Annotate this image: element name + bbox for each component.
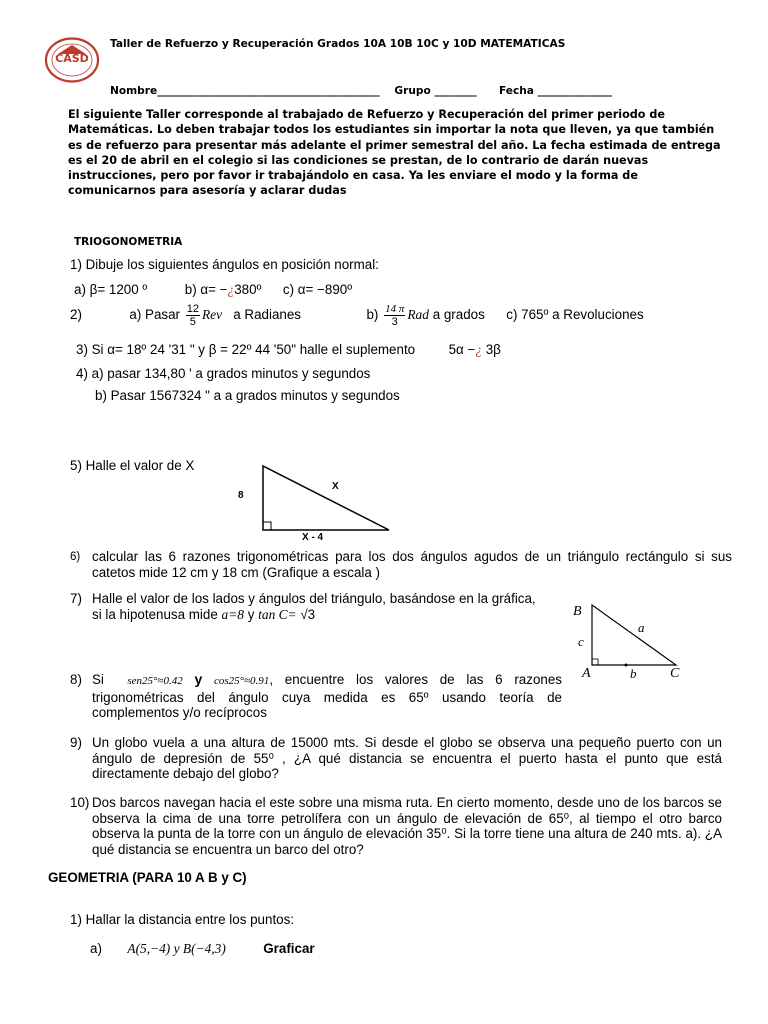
question-1: 1) Dibuje los siguientes ángulos en posición normal: bbox=[70, 257, 379, 272]
fecha-field[interactable]: ______________ bbox=[537, 85, 612, 97]
question-1-options bbox=[74, 282, 352, 298]
geo-points-expression: A(5,−4) y B(−4,3) bbox=[127, 941, 226, 956]
question-6-number: 6) bbox=[70, 551, 81, 563]
question-10: Dos barcos navegan hacia el este sobre una misma ruta. En cierto momento, desde uno de los barcos se observa la cima de una torre petrolífera con un ángulo de elevación de 65⁰, al tiempo el otro barco observa la punta de la torre con un ángulo de elevación 35⁰. Si la torre tiene una altura de 240 mts. a). ¿A qué distancia se encuentra un barco del otro? bbox=[92, 795, 722, 857]
triangle2-side-a: a bbox=[638, 620, 645, 635]
grupo-field[interactable]: ________ bbox=[434, 85, 477, 97]
triangle-figure-2 bbox=[584, 600, 684, 670]
q2-option-c: c) 765º a Revoluciones bbox=[506, 307, 644, 323]
logo-text: CASD bbox=[55, 52, 89, 65]
geo-question-1: 1) Hallar la distancia entre los puntos: bbox=[70, 912, 295, 927]
triangle2-side-c: c bbox=[578, 634, 584, 649]
nombre-label: Nombre bbox=[110, 85, 158, 97]
page-title: Taller de Refuerzo y Recuperación Grados 10A 10B 10C y 10D MATEMATICAS bbox=[110, 38, 566, 50]
question-6: calcular las 6 razones trigonométricas para los dos ángulos agudos de un triángulo rectángulo si sus catetos mide 12 cm y 18 cm (Grafique a escala ) bbox=[92, 549, 732, 580]
grupo-label: Grupo bbox=[394, 85, 431, 97]
triangle1-side-bottom: X - 4 bbox=[302, 532, 324, 543]
q3-expression: 5α −¿ 3β bbox=[448, 342, 501, 357]
triangle2-side-b: b bbox=[630, 666, 637, 681]
fecha-label: Fecha bbox=[498, 85, 534, 97]
question-9: Un globo vuela a una altura de 15000 mts. Si desde el globo se observa una pequeño puerto con un ángulo de depresión de 55⁰ , ¿A qué distancia se encuentra el puerto hasta el punto que está directamente debajo del globo? bbox=[92, 735, 722, 781]
question-4b: b) Pasar 1567324 " a a grados minutos y segundos bbox=[95, 388, 400, 403]
school-logo bbox=[44, 37, 100, 83]
q2-option-a: a) Pasar $\frac{12}{5}$ Rev a Radianes bbox=[129, 303, 301, 328]
intro-paragraph: El siguiente Taller corresponde al trabajado de Refuerzo y Recuperación del primer periodo de Matemáticas. Lo deben trabajar todos los estudiantes sin importar la nota que lleven, ya que también es de refuerzo para presentar más adelante el primer semestral del año. La fecha estimada de entrega es el 20 de abril en el colegio si las condiciones se prestan, de lo contrario de darán nuevas instrucciones, pero por favor ir trabajándolo en casa. Ya les enviare el modo y la forma de comunicarnos para asesoría y aclarar dudas bbox=[68, 108, 721, 198]
q2-option-b: b) $\frac{14 \pi}{3}$ Rad a grados bbox=[366, 303, 485, 328]
nombre-field[interactable]: __________________________________________ bbox=[157, 85, 380, 97]
question-4a: 4) a) pasar 134,80 ' a grados minutos y segundos bbox=[76, 366, 371, 381]
question-8: Si sen25°≈0.42 y cos25°≈0.91, encuentre los valores de las 6 razones trigonométricas del ángulo cuya medida es 65º usando teoría de complementos y/o recíprocos bbox=[92, 671, 562, 720]
question-10-number: 10) bbox=[70, 795, 90, 810]
question-7-number: 7) bbox=[70, 591, 82, 606]
q1-option-a: a) β= 1200 º bbox=[74, 282, 148, 297]
triangle2-vertex-B: B bbox=[573, 604, 582, 619]
triangle1-side-left: 8 bbox=[238, 490, 244, 501]
triangle2-vertex-A: A bbox=[582, 666, 591, 681]
trig-section-title: TRIOGONOMETRIA bbox=[74, 236, 183, 248]
question-3: 3) Si α= 18º 24 '31 " y β = 22º 44 '50" halle el suplemento 5α −¿ 3β bbox=[76, 342, 501, 357]
geo-graficar-note: Graficar bbox=[263, 941, 315, 956]
triangle2-vertex-C: C bbox=[670, 666, 680, 681]
geo-question-1a: a) A(5,−4) y B(−4,3) Graficar bbox=[90, 941, 315, 956]
name-row bbox=[110, 85, 612, 97]
q1-option-c: c) α= −890º bbox=[282, 282, 353, 297]
question-7: Halle el valor de los lados y ángulos del triángulo, basándose en la gráfica, si la hipotenusa mide a=8 y tan C= √3 bbox=[92, 591, 536, 622]
geo-section-title: GEOMETRIA (PARA 10 A B y C) bbox=[48, 870, 247, 885]
question-8-number: 8) bbox=[70, 672, 82, 687]
q1-option-b: b) α= −¿380º bbox=[184, 282, 262, 297]
question-9-number: 9) bbox=[70, 735, 82, 750]
triangle1-side-hyp: X bbox=[332, 481, 339, 492]
question-2: 2) a) Pasar $\frac{12}{5}$ Rev a Radianes b) $\frac{14 \pi}{3}$ Rad a grados c) 765º a Revoluciones bbox=[70, 303, 644, 328]
question-5: 5) Halle el valor de X bbox=[70, 458, 195, 473]
